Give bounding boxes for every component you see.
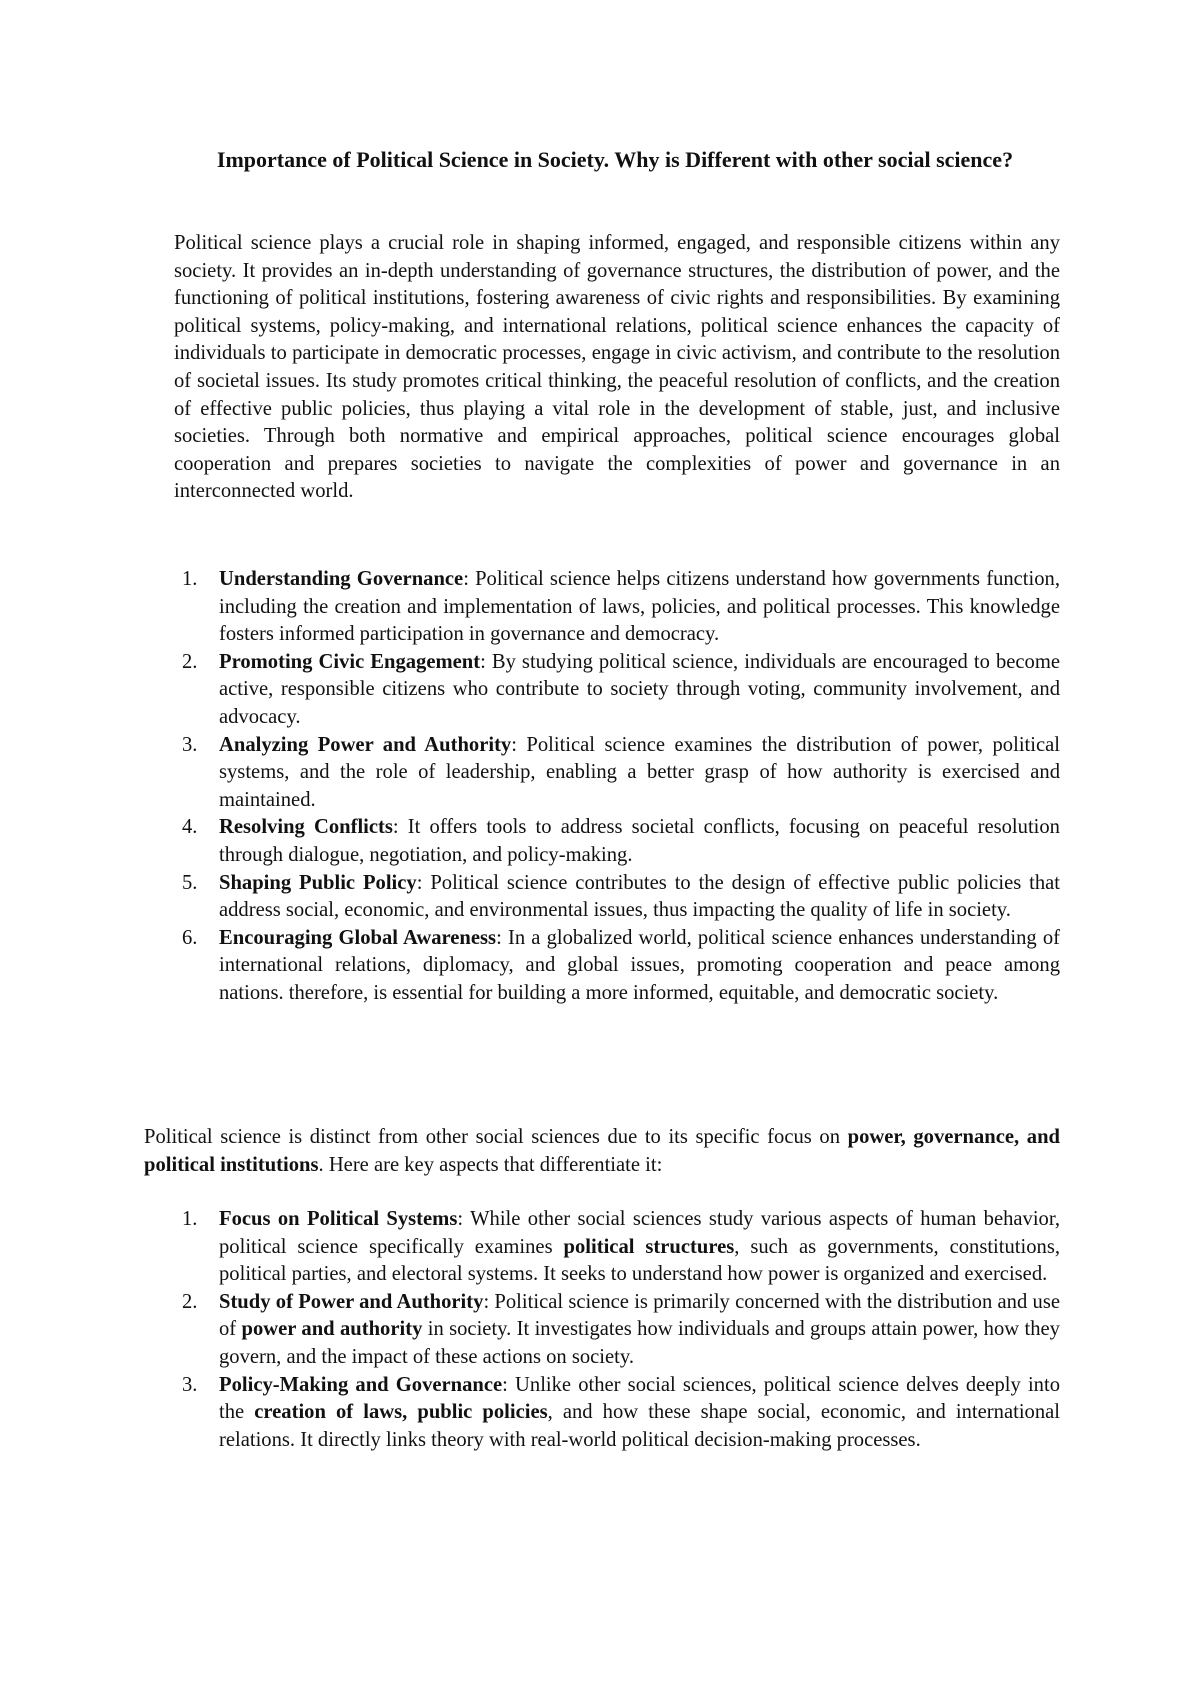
- list-number: 3.: [182, 1373, 198, 1396]
- list-item-term: Study of Power and Authority: [219, 1290, 484, 1313]
- list-item-text: : Political science is primarily concerned with the distribution and use of: [219, 1290, 1061, 1341]
- list-number: 6.: [182, 926, 198, 949]
- list-number: 4.: [182, 816, 198, 839]
- list-item-text: in society. It investigates how individuals and groups attain power, how they govern, and the impact of these actions on society.: [219, 1318, 1060, 1368]
- list-item-text: : It offers tools to address societal conflicts, focusing on peaceful resolution through dialogue, negotiation, and policy-making.: [219, 816, 1060, 866]
- document-title: Importance of Political Science in Society. Why is Different with other social science?: [216, 147, 1014, 172]
- importance-list: [174, 566, 1060, 1008]
- list-item: [174, 814, 1060, 869]
- paragraph-text: . Here are key aspects that differentiate it:: [318, 1153, 663, 1176]
- list-item-term: Focus on Political Systems: [219, 1208, 458, 1230]
- list-item: [174, 1289, 1060, 1372]
- list-item: [174, 649, 1060, 732]
- list-item: [174, 870, 1060, 925]
- list-item-text: , and how these shape social, economic, and international relations. It directly links theory with real-world political decision-making processes.: [219, 1401, 1060, 1451]
- list-item-text: : Political science contributes to the design of effective public policies that address social, economic, and environmental issues, thus impacting the quality of life in society.: [219, 871, 1060, 922]
- list-item: [174, 566, 1060, 649]
- list-item-text: : In a globalized world, political science enhances understanding of international relations, diplomacy, and global issues, promoting cooperation and peace among nations. therefore, is essential for building a more informed, equitable, and democratic society.: [219, 926, 1060, 1004]
- list-number: 2.: [182, 650, 198, 673]
- list-item: [174, 1372, 1060, 1455]
- list-item: [174, 732, 1060, 815]
- list-number: 1.: [182, 1208, 198, 1230]
- paragraph-text: Political science is distinct from other social sciences due to its specific focus on: [144, 1126, 848, 1148]
- list-number: 2.: [182, 1290, 198, 1313]
- differences-list: [174, 1206, 1060, 1454]
- list-number: 5.: [182, 871, 198, 894]
- list-item: [174, 1206, 1060, 1289]
- list-item-term: Resolving Conflicts: [219, 816, 393, 839]
- intro-paragraph: Political science plays a crucial role in shaping informed, engaged, and responsible citizens within any society. It provides an in-depth understanding of governance structures, the distribution of power, and the functioning of political institutions, fostering awareness of civic rights and responsibilities. By examining political systems, policy-making, and international relations, political science enhances the capacity of individuals to participate in democratic processes, engage in civic activism, and contribute to the resolution of societal issues. Its study promotes critical thinking, the peaceful resolution of conflicts, and the creation of effective public policies, thus playing a vital role in the development of stable, just, and inclusive societies. Through both normative and empirical approaches, political science encourages global cooperation and prepares societies to navigate the complexities of power and governance in an interconnected world.: [174, 232, 1060, 503]
- distinct-paragraph: [144, 1124, 1060, 1179]
- list-item-text: : By studying political science, individuals are encouraged to become active, responsible citizens who contribute to society through voting, community involvement, and advocacy.: [219, 650, 1060, 728]
- list-item-term: Encouraging Global Awareness: [219, 926, 497, 949]
- list-item-text: , such as governments, constitutions, political parties, and electoral systems. It seeks to understand how power is organized and exercised.: [219, 1235, 1060, 1286]
- list-item-term: Analyzing Power and Authority: [219, 733, 512, 756]
- list-item-emphasis: power and authority: [241, 1318, 423, 1341]
- list-item-term: Promoting Civic Engagement: [219, 650, 481, 673]
- list-item-text: : Unlike other social sciences, political science delves deeply into the: [219, 1373, 1060, 1424]
- list-number: 3.: [182, 733, 198, 756]
- list-item-term: Policy-Making and Governance: [219, 1373, 503, 1396]
- list-item-emphasis: creation of laws, public policies: [254, 1401, 548, 1424]
- list-item-text: : While other social sciences study various aspects of human behavior, political science specifically examines: [219, 1208, 1061, 1258]
- list-item-text: : Political science examines the distribution of power, political systems, and the role of leadership, enabling a better grasp of how authority is exercised and maintained.: [219, 733, 1060, 811]
- list-item-term: Understanding Governance: [219, 568, 464, 590]
- list-item-emphasis: political structures: [563, 1235, 735, 1258]
- paragraph-bold: power, governance, and political institutions: [144, 1126, 1061, 1176]
- list-item: [174, 925, 1060, 1008]
- list-item-text: : Political science helps citizens understand how governments function, including the creation and implementation of laws, policies, and political processes. This knowledge fosters informed participation in governance and democracy.: [219, 568, 1060, 646]
- list-number: 1.: [182, 568, 198, 590]
- list-item-term: Shaping Public Policy: [219, 871, 417, 894]
